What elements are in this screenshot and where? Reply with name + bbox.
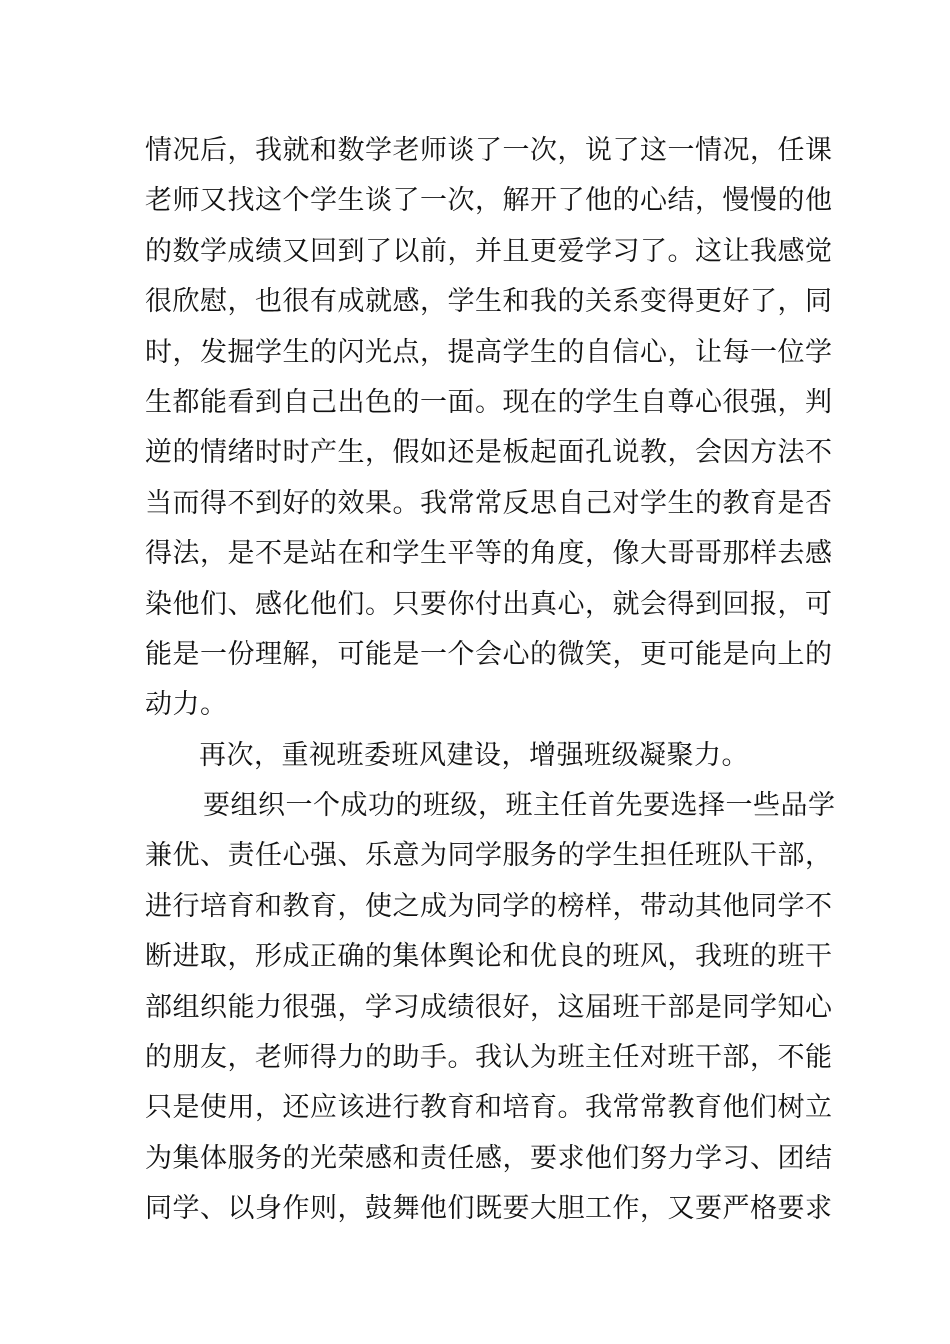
section-heading-line: 再次，重视班委班风建设，增强班级凝聚力。: [199, 739, 749, 771]
text-line: 的数学成绩又回到了以前，并且更爱学习了。这让我感觉: [145, 235, 833, 267]
body-text: [145, 126, 836, 1235]
text-line: 当而得不到好的效果。我常常反思自己对学生的教育是否: [145, 487, 833, 519]
text-line: 进行培育和教育，使之成为同学的榜样，带动其他同学不: [145, 890, 833, 922]
text-line: 同学、以身作则，鼓舞他们既要大胆工作，又要严格要求: [145, 1193, 833, 1225]
text-line: 的朋友，老师得力的助手。我认为班主任对班干部，不能: [145, 1042, 833, 1074]
text-line: 兼优、责任心强、乐意为同学服务的学生担任班队干部，: [145, 840, 833, 872]
text-line: 得法，是不是站在和学生平等的角度，像大哥哥那样去感: [145, 538, 833, 570]
text-line: 部组织能力很强，学习成绩很好，这届班干部是同学知心: [145, 991, 833, 1023]
text-line: 逆的情绪时时产生，假如还是板起面孔说教，会因方法不: [145, 437, 833, 469]
text-line: 只是使用，还应该进行教育和培育。我常常教育他们树立: [145, 1092, 833, 1124]
text-line: 老师又找这个学生谈了一次，解开了他的心结，慢慢的他: [145, 185, 833, 217]
text-line: 很欣慰，也很有成就感，学生和我的关系变得更好了，同: [145, 286, 833, 318]
text-line: 情况后，我就和数学老师谈了一次，说了这一情况，任课: [145, 135, 833, 166]
text-line: 断进取，形成正确的集体舆论和优良的班风，我班的班干: [145, 941, 833, 973]
text-line: 能是一份理解，可能是一个会心的微笑，更可能是向上的: [145, 638, 833, 670]
text-line: 时，发掘学生的闪光点，提高学生的自信心，让每一位学: [145, 336, 833, 368]
text-line: 生都能看到自己出色的一面。现在的学生自尊心很强，判: [145, 386, 833, 418]
text-line: 染他们、感化他们。只要你付出真心，就会得到回报，可: [145, 588, 833, 620]
paragraph-first-line: 要组织一个成功的班级，班主任首先要选择一些品学: [203, 790, 836, 822]
text-line: 动力。: [145, 689, 228, 721]
text-line: 为集体服务的光荣感和责任感，要求他们努力学习、团结: [145, 1142, 833, 1174]
